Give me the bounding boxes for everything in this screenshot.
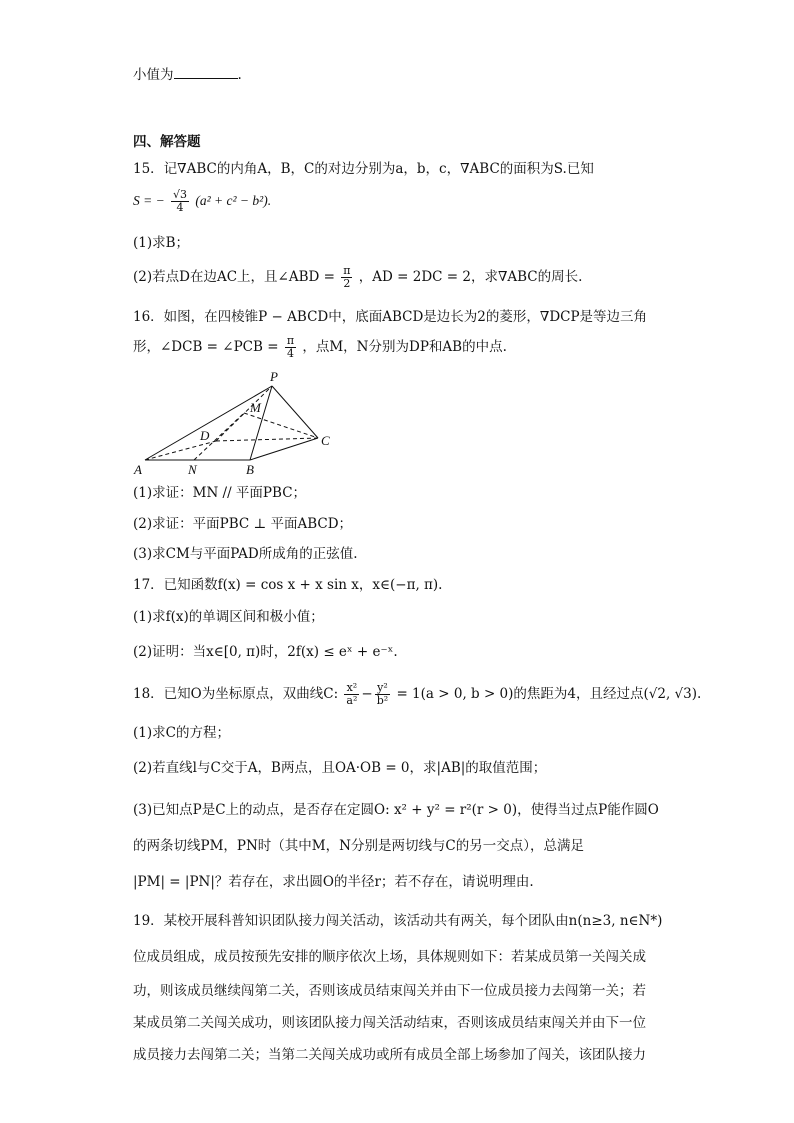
- edge-AD: [145, 441, 216, 460]
- q15-formula: [133, 188, 271, 214]
- q15-formula-rest: (a² + c² − b²).: [195, 193, 272, 208]
- q18-part3-line3: |PM| = |PN|？若存在，求出圆O的半径r；若不存在，请说明理由.: [133, 874, 534, 890]
- q15-frac-num: √3: [173, 188, 188, 201]
- pyramid-figure: [130, 366, 340, 478]
- section-title: 四、解答题: [133, 134, 201, 150]
- q15-part1: (1)求B；: [133, 235, 190, 251]
- q15-formula-s: S = −: [133, 193, 165, 208]
- top-end: .: [237, 67, 242, 83]
- edge-DC: [216, 438, 318, 441]
- q15-frac-den: 4: [176, 201, 184, 214]
- label-N: N: [188, 462, 197, 477]
- q15-pi: π: [343, 264, 351, 277]
- q18-part3-line1: (3)已知点P是C上的动点，是否存在定圆O: x² + y² = r²(r > 0)，使得当过点P能作圆O: [133, 802, 659, 818]
- q16-part2: (2)求证：平面PBC ⊥ 平面ABCD；: [133, 516, 353, 532]
- top-text: 小值为: [133, 67, 174, 83]
- q17-line1: 17．已知函数f(x) = cos x + x sin x，x∈(−π, π).: [133, 577, 443, 593]
- q16-frac: [285, 335, 296, 360]
- q16-line2: [133, 334, 507, 360]
- edge-PC: [272, 386, 318, 438]
- q18-frac-y: [375, 682, 390, 707]
- label-M: M: [250, 400, 261, 415]
- top-fragment: [133, 66, 242, 84]
- q16-four: 4: [286, 347, 294, 360]
- q18-part1: (1)求C的方程；: [133, 725, 230, 741]
- q15-part2-a: (2)若点D在边AC上，且∠ABD =: [133, 269, 335, 285]
- q16-line1: 16．如图，在四棱锥P − ABCD中，底面ABCD是边长为2的菱形，∇DCP是等边三角: [133, 309, 648, 325]
- label-A: A: [134, 462, 142, 477]
- q18-part3-line2: 的两条切线PM，PN时（其中M，N分别是两切线与C的另一交点），总满足: [133, 838, 585, 854]
- q19-line2: 位成员组成，成员按预先安排的顺序依次上场，具体规则如下：若某成员第一关闯关成: [133, 949, 646, 965]
- q17-part2: (2)证明：当x∈[0, π)时，2f(x) ≤ eˣ + e⁻ˣ.: [133, 644, 398, 660]
- q18-part2: (2)若直线l与C交于A，B两点，且OA·OB = 0，求|AB|的取值范围；: [133, 760, 547, 776]
- q15-fraction: [171, 189, 189, 214]
- q18-y2: y²: [375, 682, 390, 695]
- q16-line2-a: 形，∠DCB = ∠PCB =: [133, 339, 279, 355]
- q18-line1-a: 18．已知O为坐标原点，双曲线C:: [133, 686, 339, 702]
- q18-a2: a²: [346, 694, 358, 707]
- q15-part2: [133, 264, 582, 290]
- q19-line1: 19．某校开展科普知识团队接力闯关活动，该活动共有两关，每个团队由n(n≥3, n∈N*): [133, 913, 663, 929]
- q18-line1: [133, 681, 701, 707]
- q19-line5: 成员接力去闯第二关；当第二关闯关成功或所有成员全部上场参加了闯关，该团队接力: [133, 1047, 646, 1063]
- label-C: C: [321, 433, 330, 448]
- label-P: P: [270, 369, 278, 384]
- q15-line1: 15．记∇ABC的内角A，B，C的对边分别为a，b，c，∇ABC的面积为S.已知: [133, 161, 594, 177]
- edge-BC: [250, 438, 318, 460]
- q16-part3: (3)求CM与平面PAD所成角的正弦值.: [133, 546, 358, 562]
- q16-line2-b: ，点M，N分别为DP和AB的中点.: [302, 339, 507, 355]
- q15-part2-frac: [341, 265, 352, 290]
- q18-frac-x: [344, 682, 359, 707]
- q18-line1-b: = 1(a > 0, b > 0)的焦距为4，且经过点(√2, √3).: [396, 686, 702, 702]
- q19-line4: 某成员第二关闯关成功，则该团队接力闯关活动结束，否则该成员结束闯关并由下一位: [133, 1015, 646, 1031]
- label-B: B: [246, 462, 254, 477]
- q16-pi: π: [286, 334, 295, 347]
- q17-part1: (1)求f(x)的单调区间和极小值；: [133, 609, 324, 625]
- q15-part2-b: ，AD = 2DC = 2，求∇ABC的周长.: [358, 269, 583, 285]
- q18-minus: −: [361, 686, 373, 702]
- label-D: D: [200, 428, 210, 443]
- answer-blank: [174, 66, 238, 79]
- q19-line3: 功，则该成员继续闯第二关，否则该成员结束闯关并由下一位成员接力去闯第一关；若: [133, 983, 646, 999]
- q18-x2: x²: [344, 682, 359, 695]
- q15-two: 2: [343, 277, 351, 290]
- q18-b2: b²: [376, 694, 389, 707]
- q16-part1: (1)求证：MN // 平面PBC；: [133, 485, 307, 501]
